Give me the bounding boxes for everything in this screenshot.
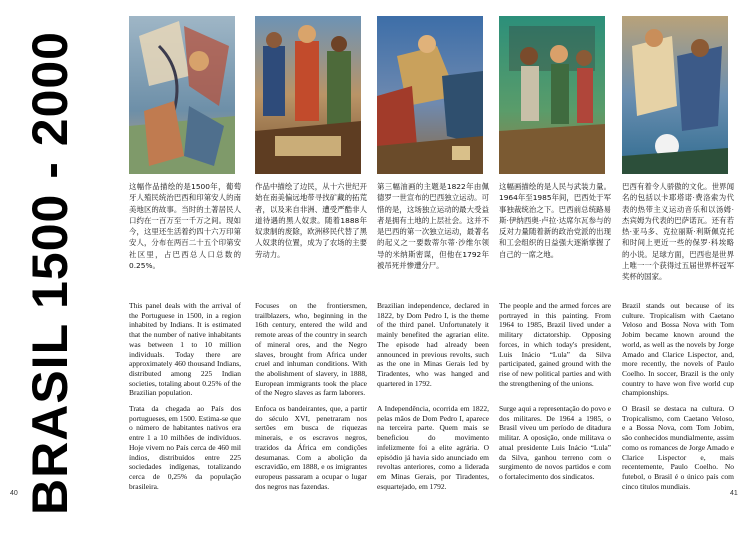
col3-chinese-text: 第三幅油画的主题是1822年由佩德罗一世宣布的巴西独立运动。可惜的是，这场独立运动的最大受益者是拥有土地的上层社会。这并不是巴西的第一次独立运动，最著名的起义之一要数蒂尔蒂·沙维尔领导的米纳斯密谋，但他在1792年被吊死并惨遭分尸。 xyxy=(377,182,489,271)
vertical-title: BRASIL 1500 - 2000 xyxy=(22,31,78,515)
col4-portuguese-text: Surge aqui a representação do povo e dos militares. De 1964 a 1985, o Brasil viveu um período de ditadura militar. A oposição, onde militava o atual presidente Luis Inácio “Lula” da Silva, ganhou terreno com o surgimento de novos partidos e com o fortalecimento dos sindicatos. xyxy=(499,404,611,481)
painting-3-art xyxy=(377,16,483,174)
col2-portuguese-text: Enfoca os bandeirantes, que, a partir do século XVI, penetraram nos sertões em busca de riquezas minerais, e os escravos negros, trazidos da África em condições desumanas. Com a abolição da escravidão, em 1888, e os imigrantes europeus passaram a ocupar o lugar dos negros nas fazendas. xyxy=(255,404,367,491)
painting-2-art xyxy=(255,16,361,174)
col1-chinese-text: 这幅作品描绘的是1500年，葡萄牙人殖民统治巴西和印第安人的南美地区的故事。当时的土著居民人口约在一百万至一千万之间。现如今，这里还生活着约四十六万印第安人，分布在两百二十五个印第安社区里，占巴西总人口总数的0.25%。 xyxy=(129,182,241,271)
painting-4-art xyxy=(499,16,605,174)
painting-1-art xyxy=(129,16,235,174)
col2-chinese-text: 作品中描绘了边民，从十六世纪开始在南美偏远地带寻找矿藏的拓荒者，以及来自非洲、遭受严酷非人道待遇的黑人奴隶。随着1888年奴隶制的废除，欧洲移民代替了黑人奴隶的位置，成为了农场的主要劳动力。 xyxy=(255,182,367,259)
painting-panel-dictatorship xyxy=(499,16,605,174)
page-number-left: 40 xyxy=(10,490,18,497)
col1-english-text: This panel deals with the arrival of the Portuguese in 1500, in a region inhabited by Indians. It is estimated that the number of native inhabitants was between 1 to 10 million individuals. Today there are approximately 460 thousand Indians, distributed among 225 Indian societies, totaling about 0.25% of the Brazilian population. xyxy=(129,301,241,398)
col4-chinese-text: 这幅画描绘的是人民与武装力量。1964年至1985年间，巴西处于军事独裁统治之下。巴西前总统路易斯·伊纳西奥·卢拉·达席尔瓦参与的反对力量随着新的政治党派的出现和工会组织的日益强大逐渐掌握了自己的一席之地。 xyxy=(499,182,611,259)
col5-english-text: Brazil stands out because of its culture. Tropicalism with Caetano Veloso and Bossa Nova with Tom Jobim became known around the world, as well as the novels by Jorge Amado and Clarice Lispector, and, more recently, the novels of Paulo Coelho. In soccer, Brazil is the only country to have won five world cup championships. xyxy=(622,301,734,398)
col3-english-text: Brazilian independence, declared in 1822, by Dom Pedro I, is the theme of the third panel. Unfortunately it mainly benefited the agrarian elite. The episode had already been announced in previous revolts, such as the one in Minas Gerais led by Tiradentes, who was hanged and quartered in 1792. xyxy=(377,301,489,388)
painting-panel-independence xyxy=(377,16,483,174)
painting-panel-bandeirantes xyxy=(255,16,361,174)
col4-english-text: The people and the armed forces are portrayed in this painting. From 1964 to 1985, Brazil lived under a military dictatorship. Opposing forces, in which today's president, Luis Inácio “Lula” da Silva participated, gained ground with the rise of new political parties and with the strengthening of the unions. xyxy=(499,301,611,388)
painting-5-art xyxy=(622,16,728,174)
col5-portuguese-text: O Brasil se destaca na cultura. O Tropicalismo, com Caetano Veloso, e a Bossa Nova, com Tom Jobim, são conhecidos mundialmente, assim como os romances de Jorge Amado e Clarice Lispector e, mais recentemente, Paulo Coelho. No futebol, o Brasil é o único país com cinco títulos mundiais. xyxy=(622,404,734,491)
page-number-right: 41 xyxy=(730,490,738,497)
col2-english-text: Focuses on the frontiersmen, trailblazers, who, beginning in the 16th century, entered the wild and remote areas of the country in search of mineral ores, and the Negro slaves, brought from Africa under cruel and inhuman conditions. With the abolishment of slavery, in 1888, European immigrants took the place of the Negro slaves as farm laborers. xyxy=(255,301,367,398)
painting-panel-culture xyxy=(622,16,728,174)
col1-portuguese-text: Trata da chegada ao País dos portugueses, em 1500. Estima-se que o número de habitantes nativos era entre 1 a 10 milhões de indivíduos. Hoje vivem no País cerca de 460 mil índios, distribuídos entre 225 sociedades indígenas, totalizando cerca de 0,25% da população brasileira. xyxy=(129,404,241,491)
painting-panel-1500 xyxy=(129,16,235,174)
col3-portuguese-text: A Independência, ocorrida em 1822, pelas mãos de Dom Pedro I, aparece na terceira parte. Quem mais se beneficiou do movimento infelizmente foi a elite agrária. O episódio já havia sido anunciado em revoltas anteriores, como a liderada em Minas Gerais, por Tiradentes, esquartejado, em 1792. xyxy=(377,404,489,491)
col5-chinese-text: 巴西有着令人骄傲的文化。世界闻名的包括以卡耶塔诺·费洛索为代表的热带主义运动音乐和以汤姆·杰宾姆为代表的巴萨诺瓦。还有若热·亚马多、克拉丽斯·利斯佩克托和时间上更近一些的保罗·科埃略的小说。足球方面，巴西也是世界上唯一一个获得过五届世界杯冠军奖杯的国家。 xyxy=(622,182,734,282)
